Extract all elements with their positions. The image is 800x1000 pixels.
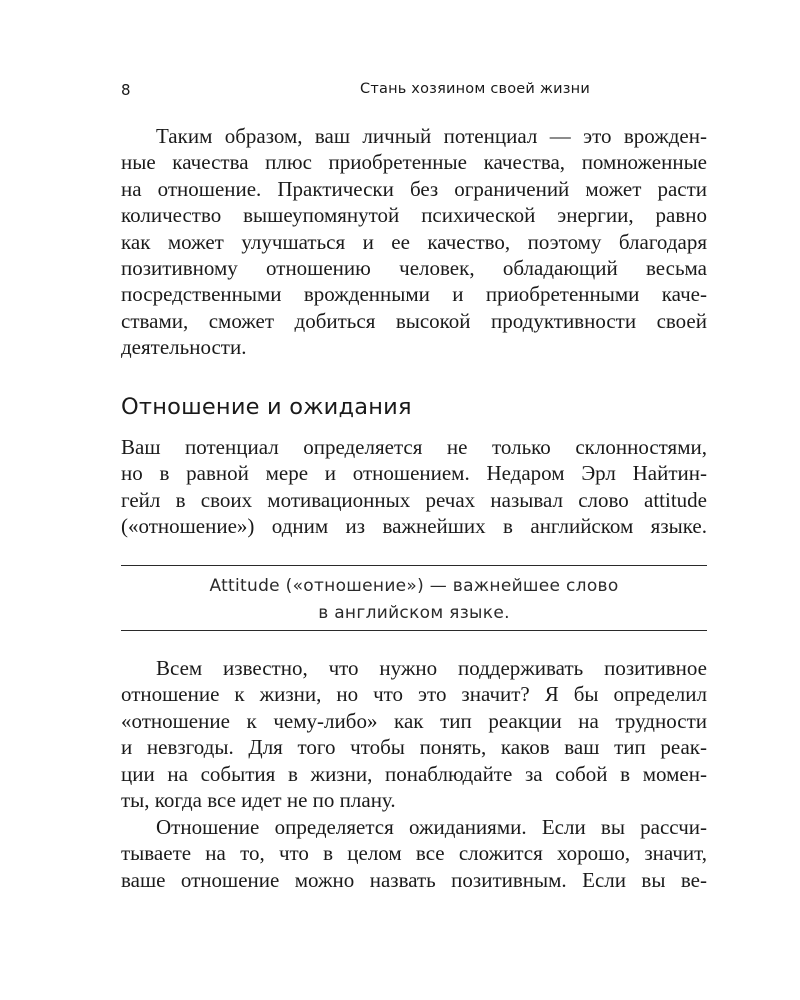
text-line: и невзгоды. Для того чтобы понять, каков ваш тип реак-: [121, 735, 707, 760]
text-line: ваше отношение можно назвать позитивным. Если вы ве-: [121, 867, 707, 892]
running-head: Стань хозяином своей жизни: [360, 81, 590, 97]
pullquote-line: в английском языке.: [318, 603, 510, 623]
text-line: ции на события в жизни, понаблюдайте за собой в момен-: [121, 761, 707, 786]
body-paragraph: [121, 434, 707, 540]
text-line: Отношение определяется ожиданиями. Если вы рассчи-: [156, 815, 707, 839]
pullquote-top-rule: [121, 565, 707, 566]
text-line: «отношение к чему-либо» как тип реакции на трудности: [121, 708, 707, 733]
text-line: отношение к жизни, но что это значит? Я бы определил: [121, 682, 707, 707]
text-line: ты, когда все идет не по плану.: [121, 788, 396, 813]
text-line: но в равной мере и отношением. Недаром Эрл Найтин-: [121, 461, 707, 486]
page-number: 8: [121, 81, 132, 99]
body-paragraph: [121, 123, 707, 361]
text-line: («отношение») одним из важнейших в английском языке.: [121, 514, 707, 539]
text-line: посредственными врожденными и приобретенными каче-: [121, 282, 707, 307]
text-line: как может улучшаться и ее качество, поэтому благодаря: [121, 229, 707, 254]
text-line: Таким образом, ваш личный потенциал — это врожден-: [156, 124, 707, 148]
text-line: позитивному отношению человек, обладающий весьма: [121, 256, 707, 281]
body-paragraph: [121, 655, 707, 813]
text-line: тываете на то, что в целом все сложится хорошо, значит,: [121, 841, 707, 866]
text-line: гейл в своих мотивационных речах называл слово attitude: [121, 487, 707, 512]
text-line: ные качества плюс приобретенные качества, помноженные: [121, 150, 707, 175]
pullquote: [121, 573, 707, 627]
text-line: Всем известно, что нужно поддерживать позитивное: [156, 656, 707, 680]
body-paragraph: [121, 814, 707, 893]
text-line: деятельности.: [121, 335, 247, 360]
text-line: ствами, сможет добиться высокой продуктивности своей: [121, 308, 707, 333]
pullquote-line: Attitude («отношение») — важнейшее слово: [209, 576, 619, 596]
section-heading: Отношение и ожидания: [121, 394, 412, 420]
text-line: на отношение. Практически без ограничений может расти: [121, 176, 707, 201]
pullquote-bottom-rule: [121, 630, 707, 631]
text-line: Ваш потенциал определяется не только склонностями,: [121, 435, 707, 459]
text-line: количество вышеупомянутой психической энергии, равно: [121, 203, 707, 228]
